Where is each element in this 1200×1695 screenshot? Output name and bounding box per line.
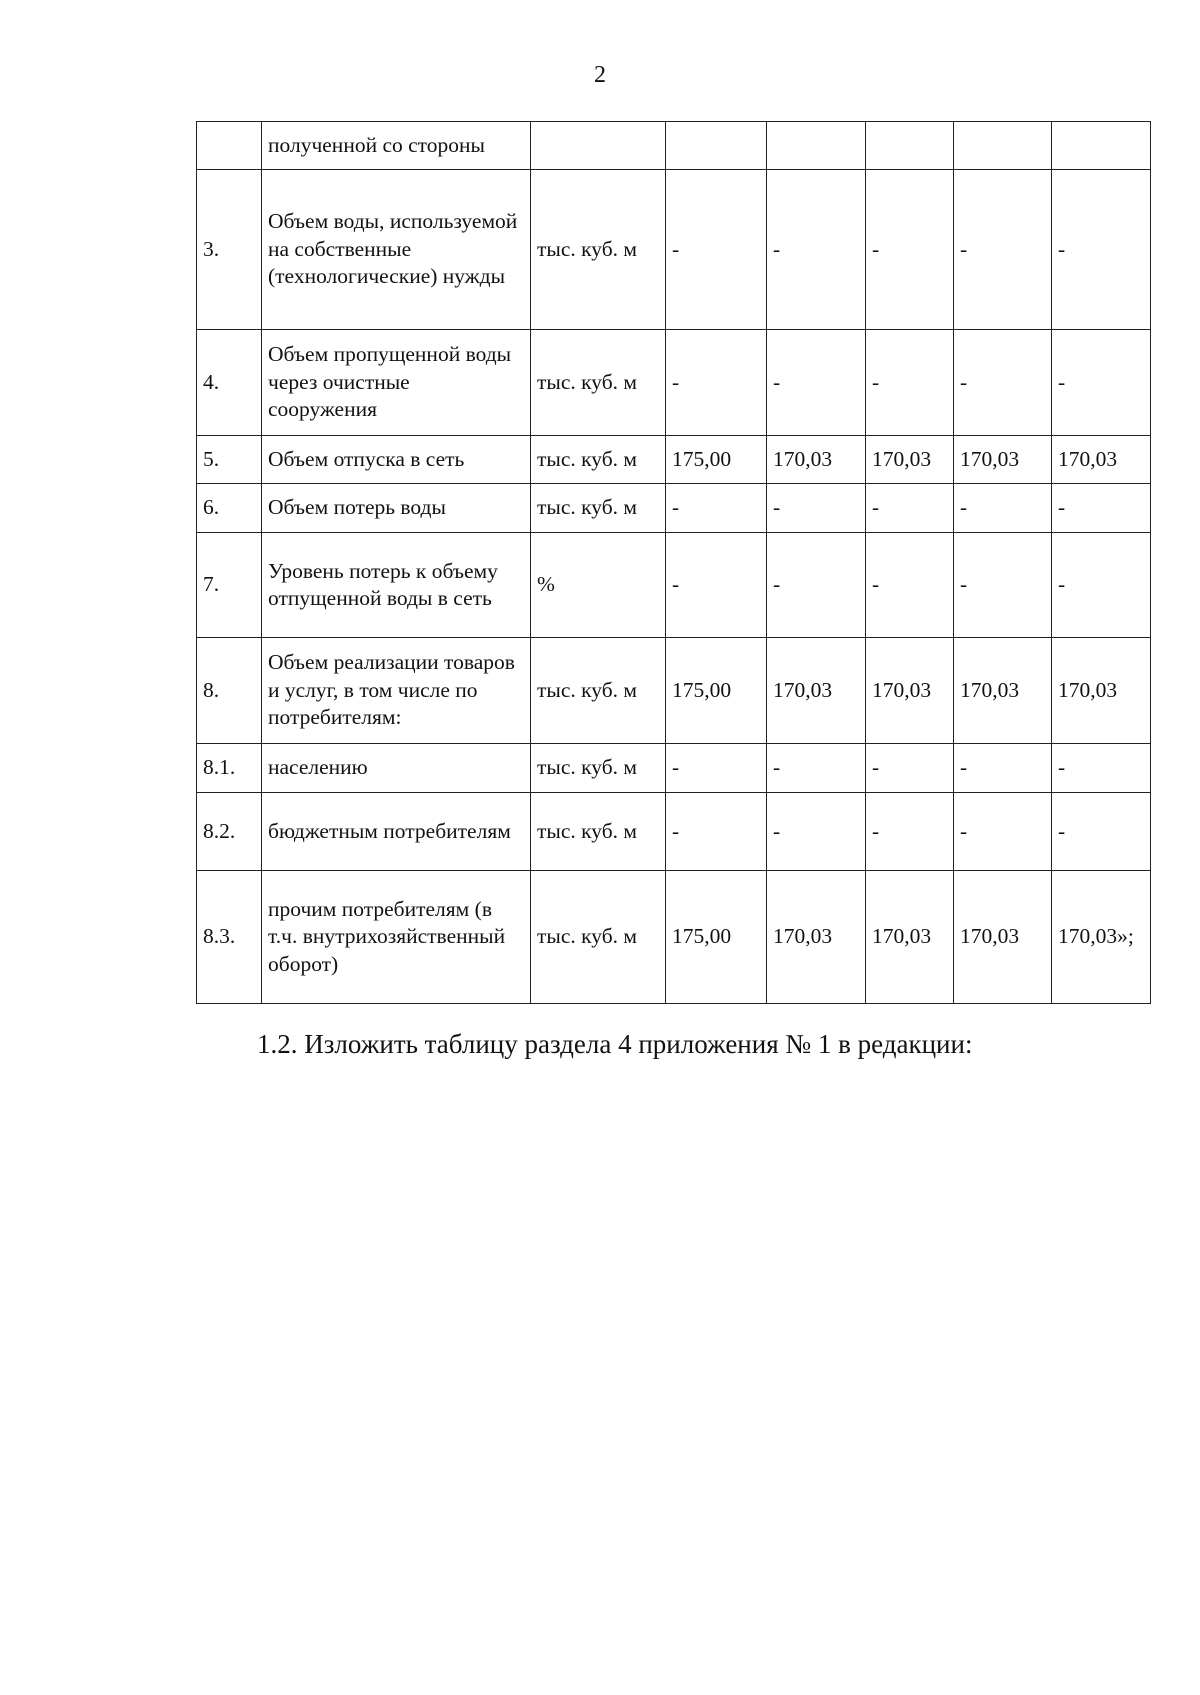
- row-value-1: -: [666, 484, 767, 533]
- row-unit: тыс. куб. м: [531, 484, 666, 533]
- row-indicator-name: Объем отпуска в сеть: [262, 436, 531, 484]
- row-indicator-name: прочим потребителям (в т.ч. внутрихозяйственный оборот): [262, 871, 531, 1004]
- row-number: 7.: [197, 533, 262, 638]
- row-value-1: -: [666, 330, 767, 436]
- row-value-4: -: [954, 330, 1052, 436]
- row-value-2: -: [767, 484, 866, 533]
- row-unit: тыс. куб. м: [531, 871, 666, 1004]
- row-value-2: 170,03: [767, 871, 866, 1004]
- row-value-5: -: [1052, 170, 1151, 330]
- row-unit: %: [531, 533, 666, 638]
- page-number: 2: [594, 62, 606, 88]
- row-value-2: 170,03: [767, 638, 866, 744]
- instruction-paragraph: 1.2. Изложить таблицу раздела 4 приложения № 1 в редакции:: [257, 1029, 973, 1059]
- row-unit: [531, 122, 666, 170]
- row-value-3: -: [866, 793, 954, 871]
- row-value-4: 170,03: [954, 436, 1052, 484]
- row-value-3: 170,03: [866, 638, 954, 744]
- row-value-1: -: [666, 744, 767, 793]
- row-value-2: -: [767, 744, 866, 793]
- row-indicator-name: Объем пропущенной воды через очистные сооружения: [262, 330, 531, 436]
- row-unit: тыс. куб. м: [531, 170, 666, 330]
- row-value-1: -: [666, 533, 767, 638]
- row-value-5: -: [1052, 533, 1151, 638]
- water-volume-table: [196, 121, 1151, 1004]
- row-value-5: -: [1052, 793, 1151, 871]
- table-row: [197, 330, 1151, 436]
- row-indicator-name: населению: [262, 744, 531, 793]
- row-value-3: -: [866, 484, 954, 533]
- row-value-3: -: [866, 330, 954, 436]
- table-row: [197, 793, 1151, 871]
- row-number: 8.: [197, 638, 262, 744]
- row-value-2: -: [767, 330, 866, 436]
- row-value-4: [954, 122, 1052, 170]
- row-value-2: 170,03: [767, 436, 866, 484]
- row-unit: тыс. куб. м: [531, 330, 666, 436]
- row-indicator-name: бюджетным потребителям: [262, 793, 531, 871]
- row-value-1: -: [666, 793, 767, 871]
- row-indicator-name: Уровень потерь к объему отпущенной воды в сеть: [262, 533, 531, 638]
- row-value-1: 175,00: [666, 638, 767, 744]
- row-value-4: -: [954, 744, 1052, 793]
- row-unit: тыс. куб. м: [531, 638, 666, 744]
- row-value-4: 170,03: [954, 871, 1052, 1004]
- row-value-3: -: [866, 170, 954, 330]
- row-value-5: 170,03: [1052, 436, 1151, 484]
- row-unit: тыс. куб. м: [531, 436, 666, 484]
- row-number: 5.: [197, 436, 262, 484]
- row-value-2: -: [767, 533, 866, 638]
- row-value-5: -: [1052, 744, 1151, 793]
- row-value-3: -: [866, 533, 954, 638]
- row-value-5: -: [1052, 484, 1151, 533]
- row-value-4: -: [954, 484, 1052, 533]
- row-value-4: -: [954, 793, 1052, 871]
- row-indicator-name: Объем потерь воды: [262, 484, 531, 533]
- row-indicator-name: Объем воды, используемой на собственные (технологические) нужды: [262, 170, 531, 330]
- row-value-4: -: [954, 533, 1052, 638]
- row-value-5: 170,03»;: [1052, 871, 1151, 1004]
- row-number: 8.1.: [197, 744, 262, 793]
- row-value-3: 170,03: [866, 871, 954, 1004]
- row-unit: тыс. куб. м: [531, 744, 666, 793]
- table-row: [197, 871, 1151, 1004]
- row-value-5: [1052, 122, 1151, 170]
- table-row: [197, 744, 1151, 793]
- row-number: 6.: [197, 484, 262, 533]
- table-row: [197, 122, 1151, 170]
- row-value-3: -: [866, 744, 954, 793]
- row-value-3: 170,03: [866, 436, 954, 484]
- row-number: 3.: [197, 170, 262, 330]
- row-value-1: -: [666, 170, 767, 330]
- row-number: [197, 122, 262, 170]
- row-value-1: 175,00: [666, 871, 767, 1004]
- row-value-2: [767, 122, 866, 170]
- row-unit: тыс. куб. м: [531, 793, 666, 871]
- table-row: [197, 533, 1151, 638]
- row-number: 4.: [197, 330, 262, 436]
- row-value-4: 170,03: [954, 638, 1052, 744]
- table-row: [197, 436, 1151, 484]
- row-indicator-name: полученной со стороны: [262, 122, 531, 170]
- row-value-3: [866, 122, 954, 170]
- row-value-5: 170,03: [1052, 638, 1151, 744]
- table-row: [197, 170, 1151, 330]
- row-value-1: [666, 122, 767, 170]
- table-row: [197, 484, 1151, 533]
- row-number: 8.2.: [197, 793, 262, 871]
- row-number: 8.3.: [197, 871, 262, 1004]
- row-indicator-name: Объем реализации товаров и услуг, в том числе по потребителям:: [262, 638, 531, 744]
- row-value-1: 175,00: [666, 436, 767, 484]
- row-value-2: -: [767, 170, 866, 330]
- row-value-2: -: [767, 793, 866, 871]
- table-row: [197, 638, 1151, 744]
- row-value-5: -: [1052, 330, 1151, 436]
- row-value-4: -: [954, 170, 1052, 330]
